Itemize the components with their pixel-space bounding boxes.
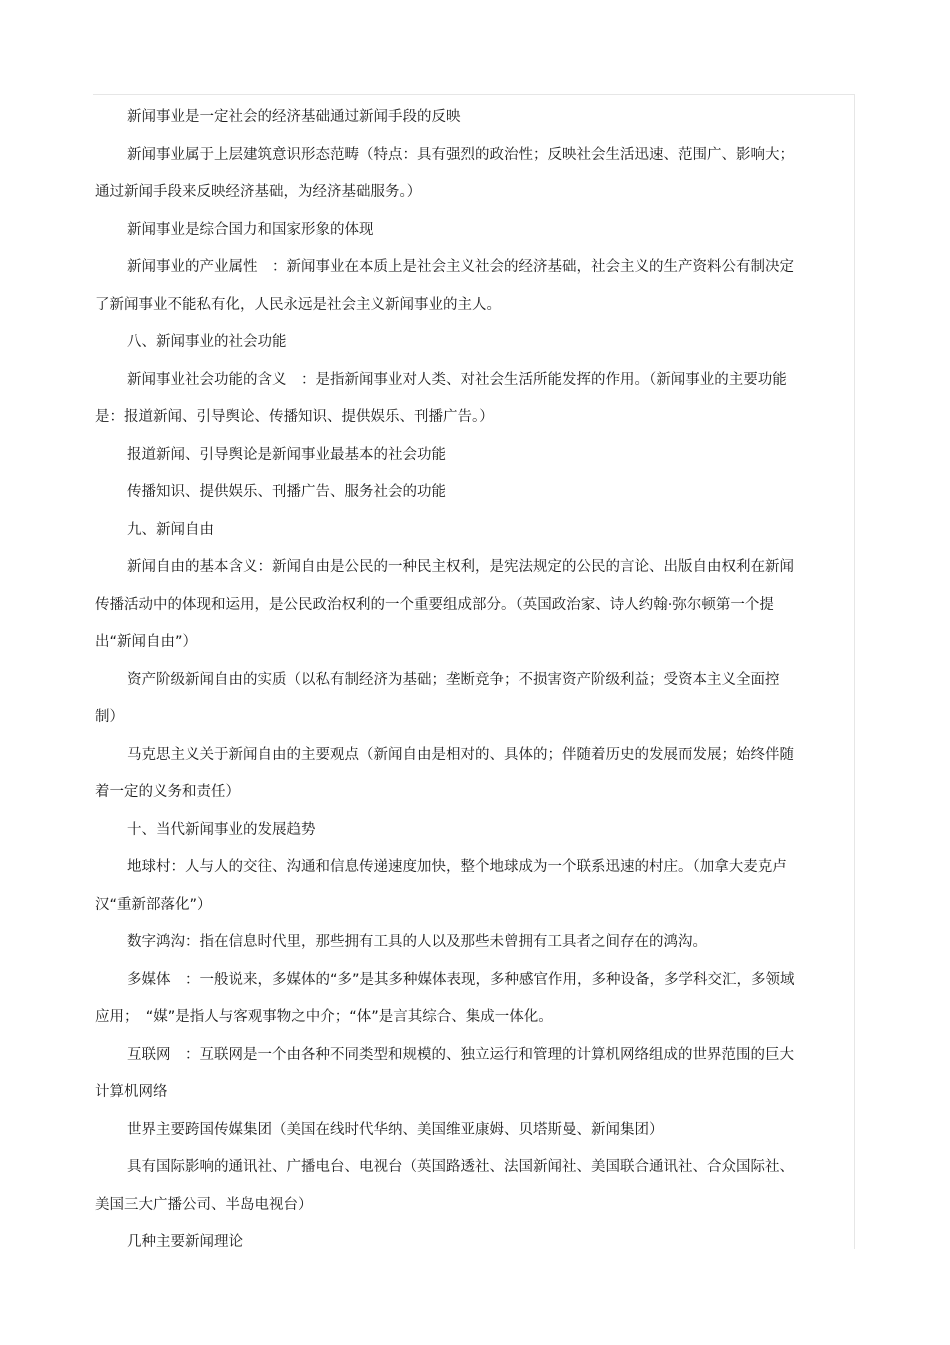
paragraph: 世界主要跨国传媒集团（美国在线时代华纳、美国维亚康姆、贝塔斯曼、新闻集团）: [127, 1121, 664, 1138]
section-heading: 八、新闻事业的社会功能: [127, 334, 287, 350]
paragraph: 新闻事业社会功能的含义 ：是指新闻事业对人类、对社会生活所能发挥的作用。（新闻事业的主要功能是：报道新闻、引导舆论、传播知识、提供娱乐、刊播广告。）: [95, 371, 787, 425]
paragraph: 新闻自由的基本含义：新闻自由是公民的一种民主权利，是宪法规定的公民的言论、出版自由权利在新闻传播活动中的体现和运用，是公民政治权利的一个重要组成部分。（英国政治家、诗人约翰·弥尔顿第一个提出“新闻自由”）: [95, 559, 794, 650]
paragraph: 数字鸿沟：指在信息时代里，那些拥有工具的人以及那些未曾拥有工具者之间存在的鸿沟。: [127, 934, 707, 950]
paragraph: 具有国际影响的通讯社、广播电台、电视台（英国路透社、法国新闻社、美国联合通讯社、合众国际社、美国三大广播公司、半岛电视台）: [95, 1159, 794, 1213]
section-heading: 十、当代新闻事业的发展趋势: [127, 821, 316, 838]
paragraph: 新闻事业的产业属性 ：新闻事业在本质上是社会主义社会的经济基础，社会主义的生产资料公有制决定了新闻事业不能私有化，人民永远是社会主义新闻事业的主人。: [95, 259, 794, 313]
paragraph: 新闻事业是一定社会的经济基础通过新闻手段的反映: [127, 109, 461, 125]
paragraph: 地球村：人与人的交往、沟通和信息传递速度加快，整个地球成为一个联系迅速的村庄。（加拿大麦克卢汉“重新部落化”）: [95, 859, 787, 913]
paragraph: 报道新闻、引导舆论是新闻事业最基本的社会功能: [127, 446, 446, 463]
paragraph: 资产阶级新闻自由的实质（以私有制经济为基础；垄断竞争；不损害资产阶级利益；受资本主义全面控制）: [95, 671, 780, 725]
paragraph: 马克思主义关于新闻自由的主要观点（新闻自由是相对的、具体的；伴随着历史的发展而发展；始终伴随着一定的义务和责任）: [95, 746, 794, 800]
paragraph: 新闻事业属于上层建筑意识形态范畴（特点：具有强烈的政治性；反映社会生活迅速、范围广、影响大；通过新闻手段来反映经济基础，为经济基础服务。）: [95, 146, 794, 200]
document-body: [95, 99, 795, 1262]
section-heading: 九、新闻自由: [127, 521, 214, 538]
paragraph: 多媒体 ：一般说来，多媒体的“多”是其多种媒体表现，多种感官作用，多种设备，多学科交汇，多领域应用； “媒”是指人与客观事物之中介；“体”是言其综合、集成一体化。: [95, 971, 795, 1025]
paragraph: 传播知识、提供娱乐、刊播广告、服务社会的功能: [127, 484, 446, 500]
paragraph: 互联网 ：互联网是一个由各种不同类型和规模的、独立运行和管理的计算机网络组成的世界范围的巨大计算机网络: [95, 1046, 794, 1100]
paragraph: 新闻事业是综合国力和国家形象的体现: [127, 221, 374, 238]
paragraph: 几种主要新闻理论: [127, 1234, 243, 1250]
